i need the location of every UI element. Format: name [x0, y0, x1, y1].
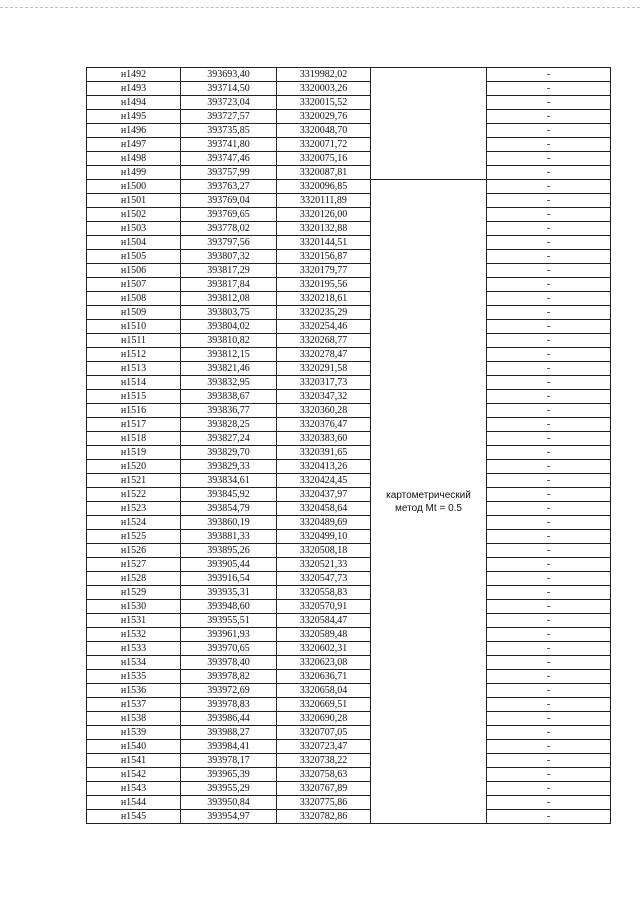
dash-mark-cell: -	[487, 376, 611, 390]
coord-y-cell: 3320376,47	[277, 418, 371, 432]
coord-y-cell: 3320623,08	[277, 656, 371, 670]
table-row	[87, 264, 611, 278]
dash-mark-cell: -	[487, 586, 611, 600]
table-row	[87, 558, 611, 572]
point-name-cell: н1525	[87, 530, 181, 544]
coord-y-cell: 3320424,45	[277, 474, 371, 488]
dash-mark-cell: -	[487, 796, 611, 810]
dash-mark-cell: -	[487, 110, 611, 124]
method-line-1: картометрический	[386, 489, 471, 501]
table-row	[87, 110, 611, 124]
dash-mark-cell: -	[487, 278, 611, 292]
coord-y-cell: 3320547,73	[277, 572, 371, 586]
coord-x-cell: 393817,84	[181, 278, 277, 292]
point-name-cell: н1517	[87, 418, 181, 432]
dash-mark-cell: -	[487, 432, 611, 446]
coord-y-cell: 3320317,73	[277, 376, 371, 390]
table-row	[87, 740, 611, 754]
dash-mark-cell: -	[487, 96, 611, 110]
dash-mark-cell: -	[487, 712, 611, 726]
coord-y-cell: 3320499,10	[277, 530, 371, 544]
point-name-cell: н1505	[87, 250, 181, 264]
coord-y-cell: 3320437,97	[277, 488, 371, 502]
coord-y-cell: 3320767,89	[277, 782, 371, 796]
dash-mark-cell: -	[487, 236, 611, 250]
coord-y-cell: 3320218,61	[277, 292, 371, 306]
point-name-cell: н1495	[87, 110, 181, 124]
point-name-cell: н1492	[87, 68, 181, 82]
method-cell	[371, 68, 487, 180]
point-name-cell: н1512	[87, 348, 181, 362]
table-row	[87, 82, 611, 96]
point-name-cell: н1532	[87, 628, 181, 642]
coord-y-cell: 3320195,56	[277, 278, 371, 292]
point-name-cell: н1526	[87, 544, 181, 558]
coord-y-cell: 3320096,85	[277, 180, 371, 194]
coord-y-cell: 3320775,86	[277, 796, 371, 810]
coord-x-cell: 393807,32	[181, 250, 277, 264]
coord-x-cell: 393838,67	[181, 390, 277, 404]
coord-y-cell: 3320268,77	[277, 334, 371, 348]
dash-mark-cell: -	[487, 348, 611, 362]
coord-y-cell: 3320738,22	[277, 754, 371, 768]
coord-x-cell: 393817,29	[181, 264, 277, 278]
table-row	[87, 572, 611, 586]
table-row	[87, 334, 611, 348]
dash-mark-cell: -	[487, 544, 611, 558]
coord-y-cell: 3320707,05	[277, 726, 371, 740]
dash-mark-cell: -	[487, 180, 611, 194]
table-row	[87, 530, 611, 544]
point-name-cell: н1533	[87, 642, 181, 656]
table-row	[87, 502, 611, 516]
point-name-cell: н1538	[87, 712, 181, 726]
point-name-cell: н1508	[87, 292, 181, 306]
dash-mark-cell: -	[487, 782, 611, 796]
table-row	[87, 138, 611, 152]
coord-y-cell: 3320602,31	[277, 642, 371, 656]
coord-y-cell: 3320254,46	[277, 320, 371, 334]
dash-mark-cell: -	[487, 124, 611, 138]
coord-x-cell: 393828,25	[181, 418, 277, 432]
point-name-cell: н1506	[87, 264, 181, 278]
coordinates-table	[86, 67, 611, 824]
dash-mark-cell: -	[487, 670, 611, 684]
point-name-cell: н1494	[87, 96, 181, 110]
dash-mark-cell: -	[487, 362, 611, 376]
dash-mark-cell: -	[487, 460, 611, 474]
point-name-cell: н1515	[87, 390, 181, 404]
coord-x-cell: 393812,15	[181, 348, 277, 362]
coord-y-cell: 3320111,89	[277, 194, 371, 208]
table-row	[87, 166, 611, 180]
coord-x-cell: 393834,61	[181, 474, 277, 488]
table-row	[87, 698, 611, 712]
table-row	[87, 194, 611, 208]
dash-mark-cell: -	[487, 306, 611, 320]
dash-mark-cell: -	[487, 138, 611, 152]
coord-y-cell: 3320558,83	[277, 586, 371, 600]
dash-mark-cell: -	[487, 810, 611, 824]
method-cell	[371, 180, 487, 824]
coord-x-cell: 393723,04	[181, 96, 277, 110]
coord-y-cell: 3320570,91	[277, 600, 371, 614]
table-row	[87, 796, 611, 810]
coord-x-cell: 393832,95	[181, 376, 277, 390]
coord-x-cell: 393961,93	[181, 628, 277, 642]
point-name-cell: н1541	[87, 754, 181, 768]
coord-y-cell: 3320521,33	[277, 558, 371, 572]
coord-y-cell: 3320087,81	[277, 166, 371, 180]
table-row	[87, 292, 611, 306]
coord-x-cell: 393757,99	[181, 166, 277, 180]
dash-mark-cell: -	[487, 726, 611, 740]
table-row	[87, 222, 611, 236]
coord-x-cell: 393741,80	[181, 138, 277, 152]
dash-mark-cell: -	[487, 152, 611, 166]
dash-mark-cell: -	[487, 572, 611, 586]
dash-mark-cell: -	[487, 334, 611, 348]
dash-mark-cell: -	[487, 768, 611, 782]
coord-x-cell: 393978,83	[181, 698, 277, 712]
point-name-cell: н1516	[87, 404, 181, 418]
coord-x-cell: 393769,65	[181, 208, 277, 222]
dash-mark-cell: -	[487, 698, 611, 712]
table-row	[87, 362, 611, 376]
table-row	[87, 180, 611, 194]
table-row	[87, 404, 611, 418]
dash-mark-cell: -	[487, 418, 611, 432]
dash-mark-cell: -	[487, 516, 611, 530]
table-row	[87, 712, 611, 726]
table-row	[87, 488, 611, 502]
coord-x-cell: 393970,65	[181, 642, 277, 656]
point-name-cell: н1513	[87, 362, 181, 376]
coord-x-cell: 393714,50	[181, 82, 277, 96]
point-name-cell: н1524	[87, 516, 181, 530]
table-row	[87, 250, 611, 264]
coord-y-cell: 3320235,29	[277, 306, 371, 320]
table-row	[87, 628, 611, 642]
coord-y-cell: 3320391,65	[277, 446, 371, 460]
point-name-cell: н1527	[87, 558, 181, 572]
coord-x-cell: 393821,46	[181, 362, 277, 376]
coord-x-cell: 393763,27	[181, 180, 277, 194]
table-row	[87, 278, 611, 292]
coord-x-cell: 393860,19	[181, 516, 277, 530]
coord-y-cell: 3320048,70	[277, 124, 371, 138]
dash-mark-cell: -	[487, 390, 611, 404]
coord-y-cell: 3320758,63	[277, 768, 371, 782]
table-row	[87, 586, 611, 600]
table-row	[87, 236, 611, 250]
coord-y-cell: 3320071,72	[277, 138, 371, 152]
point-name-cell: н1514	[87, 376, 181, 390]
table-row	[87, 460, 611, 474]
table-row	[87, 754, 611, 768]
method-text	[371, 489, 486, 515]
coord-y-cell: 3320489,69	[277, 516, 371, 530]
table-row	[87, 390, 611, 404]
dash-mark-cell: -	[487, 446, 611, 460]
dash-mark-cell: -	[487, 600, 611, 614]
dash-mark-cell: -	[487, 628, 611, 642]
dash-mark-cell: -	[487, 250, 611, 264]
table-row	[87, 726, 611, 740]
coord-y-cell: 3320723,47	[277, 740, 371, 754]
coord-x-cell: 393881,33	[181, 530, 277, 544]
dash-mark-cell: -	[487, 656, 611, 670]
coord-y-cell: 3319982,02	[277, 68, 371, 82]
coord-x-cell: 393812,08	[181, 292, 277, 306]
coord-x-cell: 393727,57	[181, 110, 277, 124]
table-row	[87, 348, 611, 362]
point-name-cell: н1523	[87, 502, 181, 516]
coord-x-cell: 393965,39	[181, 768, 277, 782]
dash-mark-cell: -	[487, 488, 611, 502]
point-name-cell: н1504	[87, 236, 181, 250]
coord-y-cell: 3320589,48	[277, 628, 371, 642]
coord-y-cell: 3320782,86	[277, 810, 371, 824]
coord-y-cell: 3320669,51	[277, 698, 371, 712]
table-row	[87, 306, 611, 320]
coord-x-cell: 393735,85	[181, 124, 277, 138]
table-row	[87, 68, 611, 82]
coord-x-cell: 393935,31	[181, 586, 277, 600]
coord-y-cell: 3320132,88	[277, 222, 371, 236]
coord-x-cell: 393829,33	[181, 460, 277, 474]
coord-y-cell: 3320584,47	[277, 614, 371, 628]
point-name-cell: н1511	[87, 334, 181, 348]
dash-mark-cell: -	[487, 404, 611, 418]
dash-mark-cell: -	[487, 614, 611, 628]
dash-mark-cell: -	[487, 474, 611, 488]
point-name-cell: н1518	[87, 432, 181, 446]
coord-x-cell: 393948,60	[181, 600, 277, 614]
dash-mark-cell: -	[487, 264, 611, 278]
table-row	[87, 96, 611, 110]
coord-y-cell: 3320658,04	[277, 684, 371, 698]
method-line-2: метод Mt = 0.5	[395, 502, 462, 514]
point-name-cell: н1503	[87, 222, 181, 236]
point-name-cell: н1501	[87, 194, 181, 208]
point-name-cell: н1529	[87, 586, 181, 600]
dash-mark-cell: -	[487, 208, 611, 222]
coord-x-cell: 393769,04	[181, 194, 277, 208]
coord-x-cell: 393986,44	[181, 712, 277, 726]
table-row	[87, 810, 611, 824]
coord-x-cell: 393854,79	[181, 502, 277, 516]
coord-x-cell: 393984,41	[181, 740, 277, 754]
point-name-cell: н1500	[87, 180, 181, 194]
dash-mark-cell: -	[487, 68, 611, 82]
table-row	[87, 656, 611, 670]
table-row	[87, 376, 611, 390]
table-row	[87, 474, 611, 488]
coord-y-cell: 3320347,32	[277, 390, 371, 404]
point-name-cell: н1519	[87, 446, 181, 460]
point-name-cell: н1496	[87, 124, 181, 138]
coord-y-cell: 3320179,77	[277, 264, 371, 278]
coord-x-cell: 393972,69	[181, 684, 277, 698]
coord-x-cell: 393810,82	[181, 334, 277, 348]
coord-x-cell: 393950,84	[181, 796, 277, 810]
coord-x-cell: 393978,40	[181, 656, 277, 670]
coord-x-cell: 393978,17	[181, 754, 277, 768]
coord-y-cell: 3320126,00	[277, 208, 371, 222]
point-name-cell: н1493	[87, 82, 181, 96]
point-name-cell: н1531	[87, 614, 181, 628]
point-name-cell: н1509	[87, 306, 181, 320]
coord-y-cell: 3320144,51	[277, 236, 371, 250]
table-row	[87, 432, 611, 446]
dash-mark-cell: -	[487, 166, 611, 180]
table-row	[87, 614, 611, 628]
point-name-cell: н1499	[87, 166, 181, 180]
point-name-cell: н1534	[87, 656, 181, 670]
coord-x-cell: 393693,40	[181, 68, 277, 82]
point-name-cell: н1536	[87, 684, 181, 698]
point-name-cell: н1542	[87, 768, 181, 782]
coord-x-cell: 393797,56	[181, 236, 277, 250]
coord-y-cell: 3320458,64	[277, 502, 371, 516]
coord-y-cell: 3320029,76	[277, 110, 371, 124]
point-name-cell: н1528	[87, 572, 181, 586]
dash-mark-cell: -	[487, 684, 611, 698]
coord-y-cell: 3320075,16	[277, 152, 371, 166]
point-name-cell: н1539	[87, 726, 181, 740]
dash-mark-cell: -	[487, 754, 611, 768]
coord-x-cell: 393747,46	[181, 152, 277, 166]
coord-x-cell: 393955,29	[181, 782, 277, 796]
point-name-cell: н1502	[87, 208, 181, 222]
dash-mark-cell: -	[487, 502, 611, 516]
coord-y-cell: 3320156,87	[277, 250, 371, 264]
dash-mark-cell: -	[487, 740, 611, 754]
point-name-cell: н1535	[87, 670, 181, 684]
coord-x-cell: 393778,02	[181, 222, 277, 236]
point-name-cell: н1497	[87, 138, 181, 152]
dash-mark-cell: -	[487, 530, 611, 544]
point-name-cell: н1544	[87, 796, 181, 810]
table-row	[87, 684, 611, 698]
point-name-cell: н1521	[87, 474, 181, 488]
coord-y-cell: 3320636,71	[277, 670, 371, 684]
dash-mark-cell: -	[487, 320, 611, 334]
dash-mark-cell: -	[487, 82, 611, 96]
coord-y-cell: 3320508,18	[277, 544, 371, 558]
coord-x-cell: 393827,24	[181, 432, 277, 446]
point-name-cell: н1530	[87, 600, 181, 614]
table-row	[87, 544, 611, 558]
point-name-cell: н1520	[87, 460, 181, 474]
coord-y-cell: 3320015,52	[277, 96, 371, 110]
coord-y-cell: 3320413,26	[277, 460, 371, 474]
point-name-cell: н1543	[87, 782, 181, 796]
point-name-cell: н1510	[87, 320, 181, 334]
table-row	[87, 152, 611, 166]
coord-x-cell: 393804,02	[181, 320, 277, 334]
coord-y-cell: 3320360,28	[277, 404, 371, 418]
table-row	[87, 320, 611, 334]
coord-x-cell: 393803,75	[181, 306, 277, 320]
dash-mark-cell: -	[487, 194, 611, 208]
coord-y-cell: 3320690,28	[277, 712, 371, 726]
table-row	[87, 600, 611, 614]
dash-mark-cell: -	[487, 222, 611, 236]
coord-x-cell: 393954,97	[181, 810, 277, 824]
coord-y-cell: 3320291,58	[277, 362, 371, 376]
dash-mark-cell: -	[487, 558, 611, 572]
table-row	[87, 418, 611, 432]
coord-x-cell: 393829,70	[181, 446, 277, 460]
point-name-cell: н1498	[87, 152, 181, 166]
page-top-rule	[0, 7, 640, 8]
dash-mark-cell: -	[487, 642, 611, 656]
point-name-cell: н1522	[87, 488, 181, 502]
coord-y-cell: 3320383,60	[277, 432, 371, 446]
table-row	[87, 446, 611, 460]
table-row	[87, 208, 611, 222]
table-row	[87, 124, 611, 138]
point-name-cell: н1540	[87, 740, 181, 754]
coord-x-cell: 393955,51	[181, 614, 277, 628]
dash-mark-cell: -	[487, 292, 611, 306]
table-row	[87, 782, 611, 796]
point-name-cell: н1507	[87, 278, 181, 292]
coord-x-cell: 393905,44	[181, 558, 277, 572]
coord-x-cell: 393845,92	[181, 488, 277, 502]
coord-x-cell: 393988,27	[181, 726, 277, 740]
table-row	[87, 670, 611, 684]
point-name-cell: н1545	[87, 810, 181, 824]
coordinates-table-body	[87, 68, 611, 824]
table-row	[87, 768, 611, 782]
table-row	[87, 642, 611, 656]
coord-x-cell: 393836,77	[181, 404, 277, 418]
table-row	[87, 516, 611, 530]
coord-y-cell: 3320003,26	[277, 82, 371, 96]
coord-x-cell: 393916,54	[181, 572, 277, 586]
point-name-cell: н1537	[87, 698, 181, 712]
coord-x-cell: 393895,26	[181, 544, 277, 558]
coord-y-cell: 3320278,47	[277, 348, 371, 362]
coord-x-cell: 393978,82	[181, 670, 277, 684]
